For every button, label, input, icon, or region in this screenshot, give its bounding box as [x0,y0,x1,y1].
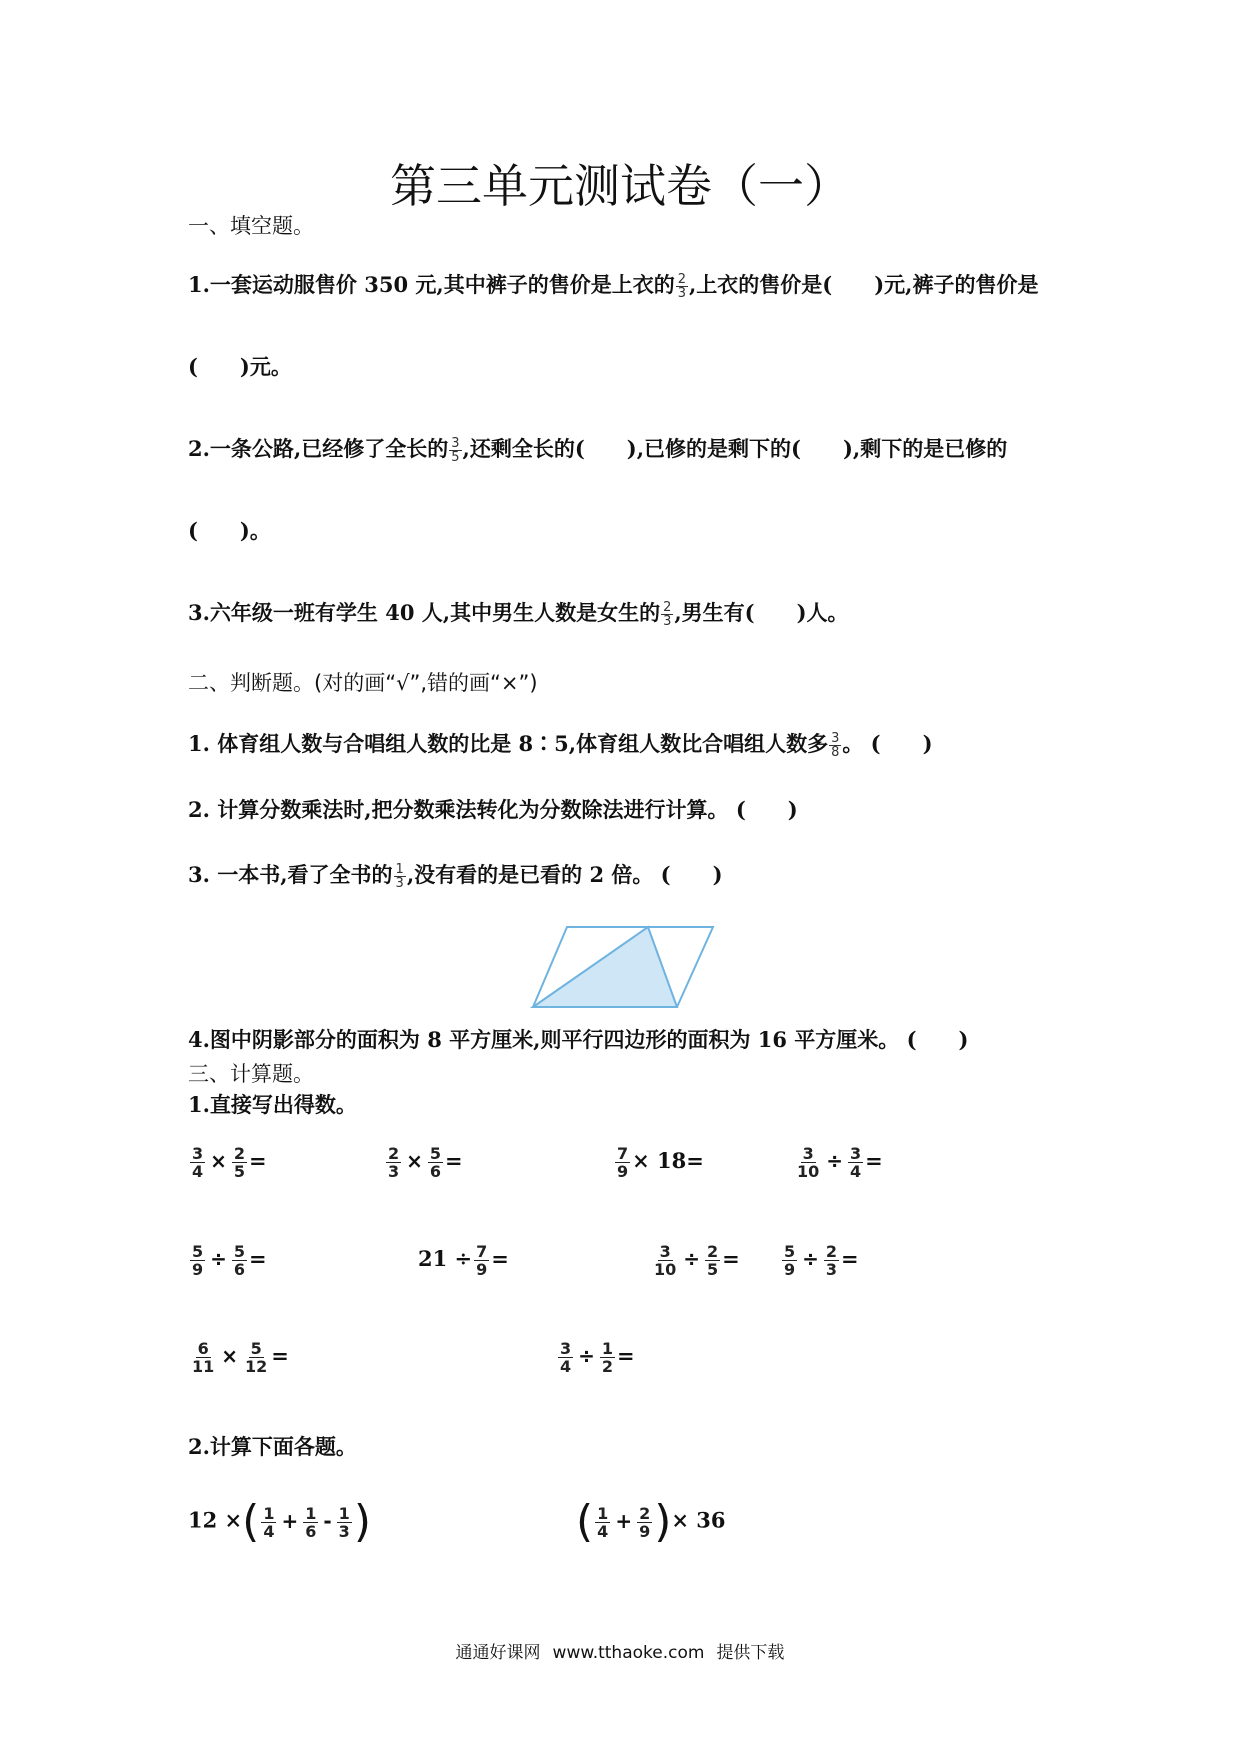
fraction: $\frac{1}{3}$ [395,862,404,891]
q-text: 。 ( ) [842,731,933,756]
page-footer [0,1638,1240,1663]
fraction: $\frac{2}{3}$ [677,272,686,301]
q-text: ,还剩全长的( ),已修的是剩下的( ),剩下的是已修的 [462,436,1008,461]
footer-site: 通通好课网 [455,1643,541,1663]
shaded-triangle [533,927,677,1007]
calc-item-1: $\frac{3}{4}$ × $\frac{2}{5}$ = [192,1144,267,1181]
calc-item-6: 21 ÷ $\frac{7}{9}$ = [418,1242,509,1279]
calc-item-8: $\frac{5}{9}$ ÷ $\frac{2}{3}$ = [784,1242,859,1279]
fill-question-3 [188,598,849,628]
judge-question-1 [188,729,933,759]
q-text: 1. 体育组人数与合唱组人数的比是 8∶5,体育组人数比合唱组人数多 [188,731,829,756]
calc-item-5: $\frac{5}{9}$ ÷ $\frac{5}{6}$ = [192,1242,267,1279]
fraction: $\frac{3}{5}$ [451,436,460,465]
q-text: 3.六年级一班有学生 40 人,其中男生人数是女生的 [188,600,661,625]
q-text: 3. 一本书,看了全书的 [188,862,393,887]
fill-question-2 [188,434,1007,464]
q-text: 2.一条公路,已经修了全长的 [188,436,449,461]
section-3-heading: 三、计算题。 [188,1062,314,1086]
judge-question-4: 4.图中阴影部分的面积为 8 平方厘米,则平行四边形的面积为 16 平方厘米。 ( ) [188,1027,969,1052]
calc-item-7: $\frac{3}{10}$ ÷ $\frac{2}{5}$ = [654,1242,740,1279]
judge-question-3 [188,860,723,890]
calc-item-3: $\frac{7}{9}$ × 18= [617,1144,704,1181]
calc-subheading-2: 2.计算下面各题。 [188,1434,357,1459]
fill-question-1 [188,270,1038,300]
calc-expression-1: 12 ×( $\frac{1}{4}$ + $\frac{1}{6}$ - $\frac{1}{3}$ ) [188,1496,371,1547]
judge-question-2: 2. 计算分数乘法时,把分数乘法转化为分数除法进行计算。 ( ) [188,797,798,822]
calc-item-9: $\frac{6}{11}$ × $\frac{5}{12}$ = [192,1339,289,1376]
calc-item-2: $\frac{2}{3}$ × $\frac{5}{6}$ = [388,1144,463,1181]
fraction: $\frac{3}{8}$ [831,731,840,760]
page-title: 第三单元测试卷（一） [390,159,850,213]
calc-item-4: $\frac{3}{10}$ ÷ $\frac{3}{4}$ = [797,1144,883,1181]
fill-question-1-cont: ( )元。 [188,354,292,379]
q-text: ,男生有( )人。 [674,600,849,625]
section-1-heading: 一、填空题。 [188,214,314,238]
section-2-heading: 二、判断题。(对的画“√”,错的画“×”) [188,671,538,695]
calc-expression-2: ( $\frac{1}{4}$ + $\frac{2}{9}$ )× 36 [576,1496,726,1547]
q-text: ,上衣的售价是( )元,裤子的售价是 [688,272,1039,297]
q-text: ,没有看的是已看的 2 倍。 ( ) [406,862,723,887]
q-text: 1.一套运动服售价 350 元,其中裤子的售价是上衣的 [188,272,675,297]
fraction: $\frac{2}{3}$ [663,600,672,629]
footer-note: 提供下载 [716,1643,785,1663]
footer-url[interactable]: www.tthaoke.com [552,1643,705,1663]
calc-subheading-1: 1.直接写出得数。 [188,1092,357,1117]
fill-question-2-cont: ( )。 [188,518,271,543]
calc-item-10: $\frac{3}{4}$ ÷ $\frac{1}{2}$ = [560,1339,635,1376]
parallelogram-figure [530,925,715,1010]
